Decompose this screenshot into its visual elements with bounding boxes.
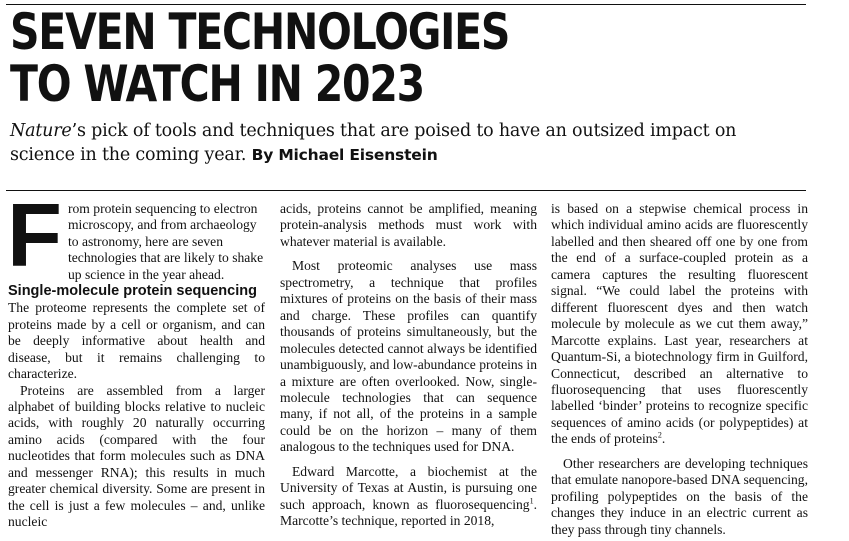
journal-name: Nature — [10, 121, 72, 141]
standfirst-text: ’s pick of tools and techniques that are poised to have an outsized impact on science in the coming year. — [10, 121, 737, 165]
section-heading: Single-molecule protein sequencing — [8, 283, 257, 300]
headline-line-1: SEVEN TECHNOLOGIES — [10, 3, 510, 61]
article-column-1 — [7, 186, 265, 531]
drop-cap: F — [7, 186, 62, 286]
section-rule — [6, 190, 806, 191]
article-column-2 — [280, 201, 537, 530]
article-headline — [10, 3, 510, 113]
headline-line-2: TO WATCH IN 2023 — [10, 55, 424, 113]
article-column-3 — [551, 201, 808, 538]
body-paragraph-2: Proteins are assembled from a larger alphabet of building blocks relative to nucleic acids, with roughly 20 naturally occurring amino acids (compared with the four nucleotides that form molecules such as DNA and messenger RNA); this results in much greater chemical diversity. Some are present in the cell is just a few molecules – and, unlike nucleic — [8, 382, 265, 530]
body-paragraph-5: Other researchers are developing techniques that emulate nanopore-based DNA sequencing, profiling polypeptides on the basis of the changes they induce in an electric current as they pass through tiny channels. — [551, 455, 808, 537]
reference-1: 1 — [529, 496, 534, 506]
standfirst — [10, 119, 750, 167]
body-paragraph-4: Edward Marcotte, a biochemist at the University of Texas at Austin, is pursuing one such approach, known as fluorosequencing$^1$. Marcotte’s technique, reported in 2018, — [280, 463, 537, 529]
body-paragraph-1: The proteome represents the complete set of proteins made by a cell or organism, and can be deeply informative about health and disease, but it remains challenging to characterize. — [8, 300, 265, 382]
intro-paragraph — [7, 186, 265, 286]
body-paragraph-2-continued: acids, proteins cannot be amplified, meaning protein-analysis methods must work with whatever material is available. — [280, 201, 537, 249]
body-paragraph-3: Most proteomic analyses use mass spectrometry, a technique that profiles mixtures of proteins on the basis of their mass and charge. These profiles can quantify thousands of proteins simultaneously, but the molecules detected cannot always be identified unambiguously, and low-abundance proteins in a mixture are often overlooked. Now, single-molecule technologies that can sequence many, if not all, of the proteins in a sample could be on the horizon – many of them analogous to the techniques used for DNA. — [280, 258, 537, 455]
byline: By Michael Eisenstein — [251, 146, 438, 164]
reference-2: 2 — [657, 430, 662, 440]
intro-text: rom protein sequencing to electron microscopy, and from archaeology to astronomy, here are seven technologies that are likely to shake up science in the year ahead. — [67, 201, 264, 282]
body-paragraph-4-continued: is based on a stepwise chemical process in which individual amino acids are fluorescently labelled and then sheared off one by one from the end of a surface-coupled protein as a camera captures the resulting fluorescent signal. “We could label the proteins with different fluorescent dyes and then watch molecule by molecule as we cut them away,” Marcotte explains. Last year, researchers at Quantum-Si, a biotechnology firm in Guilford, Connecticut, described an alternative to fluorosequencing that uses fluorescently labelled ‘binder’ proteins to recognize specific sequences of amino acids (or polypeptides) at the ends of proteins$^2$. — [551, 201, 808, 447]
